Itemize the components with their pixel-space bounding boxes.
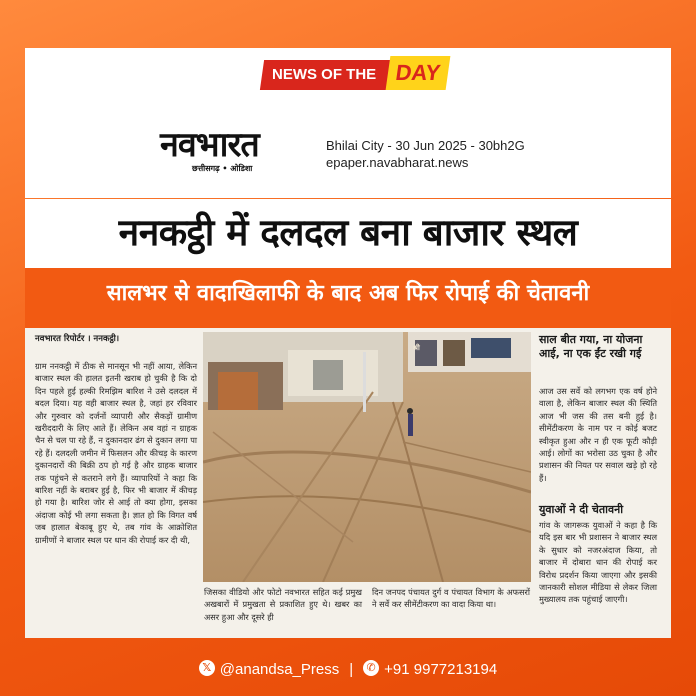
footer-contact — [0, 650, 696, 690]
footer-separator: | — [349, 661, 354, 678]
article-column-2: जिसका वीडियो और फोटो नवभारत सहित कई प्रमुख अखबारों में प्रमुखता से प्रकाशित हुए थे। खबर का असर हुआ और दूसरे ही — [204, 587, 362, 622]
article-column-1: ग्राम ननकट्ठी में ठीक से मानसून भी नहीं आया, लेकिन बाजार स्थल की हालत इतनी खराब हो चुकी है कि दो दिन पहले हुई हल्की रिमझिम बारिश ने उसे दलदल में बदल दिया। यह वही बाजार स्थल है, जहां हर रविवार और गुरुवार को दर्जनों व्यापारी और सैकड़ों ग्रामीण खरीददारी के लिए आते हैं। लेकिन अब वहां न ग्राहक चैन से चल पा रहे हैं, न दुकानदार ढंग से दुकान लगा पा रहे हैं। दलदली जमीन में फिसलन और कीचड़ के कारण दुकानदारों की बिक्री ठप हो गई है और ग्राहक बाजार तक पहुंचने से कतराने लगे हैं। व्यापारियों ने कहा कि बारिश नहीं के बराबर हुई है, फिर भी बाजार में कीचड़ हो गया है। बारिश जोर से आई तो क्या होगा, इसका अंदाजा कोई भी लगा सकता है। ज्ञात हो कि विगत वर्ष जब हालात बेकाबू हुए थे, तब गांव के आक्रोशित ग्रामीणों ने बाजार स्थल पर धान की रोपाई कर दी थी, — [35, 361, 197, 545]
photo-sign-text: श्री — [413, 344, 420, 352]
twitter-handle[interactable]: @anandsa_Press — [219, 661, 340, 678]
article-column-4: आज उस सर्वे को लगभग एक वर्ष होने वाला है, लेकिन बाजार स्थल की स्थिति आज भी जस की तस बनी हुई है। सीमेंटीकरण के नाम पर न कोई बजट स्वीकृत हुआ और न ही एक फूटी कौड़ी आई। लोगों का भरोसा उठ चुका है और प्रशासन की नियत पर सवाल खड़े हो रहे हैं। — [539, 386, 657, 483]
phone-number[interactable]: +91 9977213194 — [384, 661, 498, 678]
logo-text: नवभारत — [160, 125, 259, 165]
headline: ननकट्ठी में दलदल बना बाजार स्थल — [118, 211, 578, 254]
badge-day: DAY — [386, 56, 451, 90]
side-heading-1: साल बीत गया, ना योजना आई, ना एक ईंट रखी गई — [539, 333, 643, 360]
badge-text: NEWS OF THE — [272, 66, 377, 83]
side-heading-2: युवाओं ने दी चेतावनी — [539, 503, 624, 516]
newspaper-logo — [160, 127, 310, 175]
market-photo — [203, 332, 531, 582]
whatsapp-icon: ✆ — [363, 660, 379, 676]
article-column-5: गांव के जागरूक युवाओं ने कहा है कि यदि इस बार भी प्रशासन ने बाजार स्थल के सुधार को नजरअंदाज किया, तो बाजार में दोबारा धान की रोपाई कर विरोध प्रदर्शन किया जाएगा और इसकी जानकारी सोशल मीडिया से लेकर जिला मुख्यालय तक पहुंचाई जाएगी। — [539, 520, 657, 605]
x-logo-icon: 𝕏 — [199, 660, 215, 676]
muddy-market-image — [203, 332, 531, 582]
subheadline: सालभर से वादाखिलाफी के बाद अब फिर रोपाई की चेतावनी — [106, 281, 590, 306]
edition-date: Bhilai City - 30 Jun 2025 - 30bh2G — [326, 138, 525, 153]
article-column-3: दिन जनपद पंचायत दुर्ग व पंचायत विभाग के अफसरों ने सर्वे कर सीमेंटीकरण का वादा किया था। — [372, 587, 530, 610]
logo-region: छत्तीसगढ़ • ओडिशा — [192, 164, 253, 173]
byline: नवभारत रिपोर्टर । ननकट्ठी। — [35, 334, 120, 344]
edition-info — [326, 137, 525, 171]
edition-url: epaper.navabharat.news — [326, 155, 469, 170]
